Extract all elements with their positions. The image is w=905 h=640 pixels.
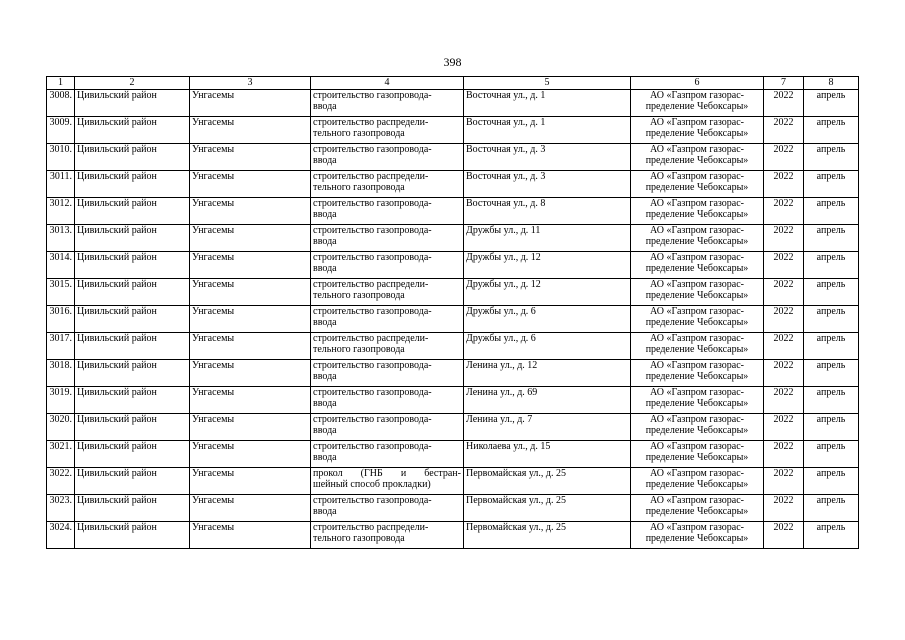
year-cell: 2022 — [764, 333, 804, 360]
organization-line-1: АО «Газпром газорас- — [650, 441, 744, 452]
district-cell: Цивильский район — [75, 90, 190, 117]
year-cell: 2022 — [764, 144, 804, 171]
organization-line-2: пределение Чебоксары» — [645, 101, 749, 112]
table-row — [47, 90, 859, 117]
organization-cell — [631, 414, 764, 441]
organization-line-1: АО «Газпром газорас- — [650, 171, 744, 182]
work-type-line-2: шейный способ прокладки) — [313, 479, 431, 490]
organization-cell — [631, 468, 764, 495]
table-row — [47, 117, 859, 144]
work-type-line-1: строительство распредели- — [313, 333, 429, 344]
work-type-line-1: строительство газопровода- — [313, 414, 432, 425]
address-cell: Восточная ул., д. 8 — [464, 198, 631, 225]
work-type-cell — [311, 144, 464, 171]
table-row — [47, 414, 859, 441]
column-header: 6 — [631, 77, 764, 90]
row-number-cell: 3018. — [47, 360, 75, 387]
month-cell: апрель — [804, 252, 859, 279]
district-cell: Цивильский район — [75, 306, 190, 333]
work-type-line-1: строительство газопровода- — [313, 495, 432, 506]
month-cell: апрель — [804, 387, 859, 414]
work-type-line-2: ввода — [313, 506, 337, 517]
organization-line-2: пределение Чебоксары» — [645, 209, 749, 220]
word: бестран- — [424, 468, 461, 479]
work-type-line-2: ввода — [313, 209, 337, 220]
organization-line-1: АО «Газпром газорас- — [650, 198, 744, 209]
work-type-cell — [311, 414, 464, 441]
address-cell: Первомайская ул., д. 25 — [464, 495, 631, 522]
work-type-cell — [311, 468, 464, 495]
month-cell: апрель — [804, 117, 859, 144]
settlement-cell: Унгасемы — [190, 387, 311, 414]
work-type-line-2: ввода — [313, 371, 337, 382]
page-number: 398 — [443, 55, 462, 69]
organization-line-2: пределение Чебоксары» — [645, 371, 749, 382]
table-row — [47, 225, 859, 252]
organization-cell — [631, 387, 764, 414]
organization-line-2: пределение Чебоксары» — [645, 452, 749, 463]
district-cell: Цивильский район — [75, 360, 190, 387]
row-number-cell: 3019. — [47, 387, 75, 414]
address-cell: Дружбы ул., д. 12 — [464, 252, 631, 279]
word: (ГНБ — [360, 468, 383, 479]
word: прокол — [313, 468, 343, 479]
column-number-row — [47, 77, 859, 90]
work-type-cell — [311, 333, 464, 360]
work-type-line-2: ввода — [313, 263, 337, 274]
work-type-line-1: строительство газопровода- — [313, 225, 432, 236]
word: и — [400, 468, 407, 479]
row-number-cell: 3022. — [47, 468, 75, 495]
row-number-cell: 3014. — [47, 252, 75, 279]
column-header: 5 — [464, 77, 631, 90]
year-cell: 2022 — [764, 171, 804, 198]
organization-line-2: пределение Чебоксары» — [645, 236, 749, 247]
organization-line-2: пределение Чебоксары» — [645, 155, 749, 166]
work-type-line-1: строительство газопровода- — [313, 387, 432, 398]
work-type-line-1: строительство распредели- — [313, 117, 429, 128]
year-cell: 2022 — [764, 414, 804, 441]
month-cell: апрель — [804, 144, 859, 171]
district-cell: Цивильский район — [75, 279, 190, 306]
address-cell: Ленина ул., д. 12 — [464, 360, 631, 387]
month-cell: апрель — [804, 414, 859, 441]
table-row — [47, 441, 859, 468]
district-cell: Цивильский район — [75, 468, 190, 495]
organization-line-2: пределение Чебоксары» — [645, 128, 749, 139]
work-type-cell — [311, 279, 464, 306]
district-cell: Цивильский район — [75, 414, 190, 441]
work-type-line-1: строительство газопровода- — [313, 144, 432, 155]
organization-cell — [631, 252, 764, 279]
settlement-cell: Унгасемы — [190, 198, 311, 225]
row-number-cell: 3011. — [47, 171, 75, 198]
district-cell: Цивильский район — [75, 252, 190, 279]
work-type-cell — [311, 360, 464, 387]
column-header: 3 — [190, 77, 311, 90]
settlement-cell: Унгасемы — [190, 252, 311, 279]
month-cell: апрель — [804, 468, 859, 495]
year-cell: 2022 — [764, 306, 804, 333]
year-cell: 2022 — [764, 522, 804, 549]
row-number-cell: 3012. — [47, 198, 75, 225]
column-header: 2 — [75, 77, 190, 90]
district-cell: Цивильский район — [75, 171, 190, 198]
month-cell: апрель — [804, 198, 859, 225]
work-type-cell — [311, 495, 464, 522]
organization-cell — [631, 306, 764, 333]
work-type-line-1: строительство распредели- — [313, 522, 429, 533]
work-type-cell — [311, 225, 464, 252]
year-cell: 2022 — [764, 441, 804, 468]
address-cell: Дружбы ул., д. 6 — [464, 333, 631, 360]
organization-cell — [631, 171, 764, 198]
row-number-cell: 3013. — [47, 225, 75, 252]
organization-line-1: АО «Газпром газорас- — [650, 279, 744, 290]
address-cell: Ленина ул., д. 7 — [464, 414, 631, 441]
district-cell: Цивильский район — [75, 117, 190, 144]
year-cell: 2022 — [764, 252, 804, 279]
work-type-line-2: тельного газопровода — [313, 344, 405, 355]
table-row — [47, 522, 859, 549]
work-type-line-2: ввода — [313, 317, 337, 328]
organization-line-2: пределение Чебоксары» — [645, 317, 749, 328]
year-cell: 2022 — [764, 90, 804, 117]
work-type-cell — [311, 252, 464, 279]
table-row — [47, 252, 859, 279]
organization-line-1: АО «Газпром газорас- — [650, 360, 744, 371]
table-body — [47, 90, 859, 549]
address-cell: Восточная ул., д. 3 — [464, 144, 631, 171]
table-row — [47, 495, 859, 522]
address-cell: Дружбы ул., д. 6 — [464, 306, 631, 333]
work-type-line-1: строительство распредели- — [313, 279, 429, 290]
year-cell: 2022 — [764, 468, 804, 495]
row-number-cell: 3021. — [47, 441, 75, 468]
work-type-line-2: ввода — [313, 452, 337, 463]
organization-line-2: пределение Чебоксары» — [645, 479, 749, 490]
organization-line-1: АО «Газпром газорас- — [650, 333, 744, 344]
settlement-cell: Унгасемы — [190, 171, 311, 198]
district-cell: Цивильский район — [75, 441, 190, 468]
row-number-cell: 3016. — [47, 306, 75, 333]
row-number-cell: 3024. — [47, 522, 75, 549]
work-type-cell — [311, 522, 464, 549]
work-type-line-2: ввода — [313, 236, 337, 247]
address-cell: Восточная ул., д. 1 — [464, 117, 631, 144]
year-cell: 2022 — [764, 387, 804, 414]
organization-cell — [631, 144, 764, 171]
month-cell: апрель — [804, 225, 859, 252]
organization-cell — [631, 117, 764, 144]
address-cell: Первомайская ул., д. 25 — [464, 468, 631, 495]
settlement-cell: Унгасемы — [190, 522, 311, 549]
month-cell: апрель — [804, 279, 859, 306]
row-number-cell: 3023. — [47, 495, 75, 522]
gasification-table — [46, 76, 859, 549]
table-row — [47, 144, 859, 171]
organization-line-1: АО «Газпром газорас- — [650, 117, 744, 128]
work-type-line-2: ввода — [313, 398, 337, 409]
work-type-line-2: ввода — [313, 425, 337, 436]
organization-line-2: пределение Чебоксары» — [645, 182, 749, 193]
district-cell: Цивильский район — [75, 495, 190, 522]
organization-cell — [631, 90, 764, 117]
row-number-cell: 3010. — [47, 144, 75, 171]
month-cell: апрель — [804, 495, 859, 522]
organization-line-1: АО «Газпром газорас- — [650, 306, 744, 317]
row-number-cell: 3015. — [47, 279, 75, 306]
month-cell: апрель — [804, 333, 859, 360]
district-cell: Цивильский район — [75, 522, 190, 549]
year-cell: 2022 — [764, 117, 804, 144]
work-type-line-1: строительство распредели- — [313, 171, 429, 182]
settlement-cell: Унгасемы — [190, 117, 311, 144]
work-type-cell — [311, 117, 464, 144]
work-type-cell — [311, 198, 464, 225]
settlement-cell: Унгасемы — [190, 90, 311, 117]
organization-cell — [631, 495, 764, 522]
organization-line-2: пределение Чебоксары» — [645, 344, 749, 355]
work-type-line-1: строительство газопровода- — [313, 360, 432, 371]
column-header: 1 — [47, 77, 75, 90]
work-type-cell — [311, 387, 464, 414]
organization-line-1: АО «Газпром газорас- — [650, 468, 744, 479]
district-cell: Цивильский район — [75, 333, 190, 360]
address-cell: Первомайская ул., д. 25 — [464, 522, 631, 549]
month-cell: апрель — [804, 90, 859, 117]
district-cell: Цивильский район — [75, 387, 190, 414]
organization-line-1: АО «Газпром газорас- — [650, 387, 744, 398]
month-cell: апрель — [804, 306, 859, 333]
table-row — [47, 306, 859, 333]
month-cell: апрель — [804, 441, 859, 468]
table-row — [47, 360, 859, 387]
organization-line-1: АО «Газпром газорас- — [650, 414, 744, 425]
organization-line-2: пределение Чебоксары» — [645, 398, 749, 409]
organization-cell — [631, 279, 764, 306]
work-type-cell — [311, 441, 464, 468]
organization-cell — [631, 522, 764, 549]
work-type-line-1: строительство газопровода- — [313, 441, 432, 452]
month-cell: апрель — [804, 171, 859, 198]
address-cell: Дружбы ул., д. 11 — [464, 225, 631, 252]
work-type-line-1 — [313, 468, 461, 479]
table-row — [47, 198, 859, 225]
organization-line-2: пределение Чебоксары» — [645, 425, 749, 436]
year-cell: 2022 — [764, 225, 804, 252]
row-number-cell: 3008. — [47, 90, 75, 117]
work-type-line-1: строительство газопровода- — [313, 252, 432, 263]
organization-cell — [631, 441, 764, 468]
address-cell: Восточная ул., д. 3 — [464, 171, 631, 198]
district-cell: Цивильский район — [75, 198, 190, 225]
organization-line-2: пределение Чебоксары» — [645, 263, 749, 274]
address-cell: Николаева ул., д. 15 — [464, 441, 631, 468]
settlement-cell: Унгасемы — [190, 360, 311, 387]
table-row — [47, 279, 859, 306]
work-type-line-2: тельного газопровода — [313, 290, 405, 301]
work-type-line-1: строительство газопровода- — [313, 90, 432, 101]
work-type-cell — [311, 306, 464, 333]
organization-cell — [631, 360, 764, 387]
organization-line-1: АО «Газпром газорас- — [650, 252, 744, 263]
settlement-cell: Унгасемы — [190, 306, 311, 333]
work-type-line-2: тельного газопровода — [313, 182, 405, 193]
settlement-cell: Унгасемы — [190, 441, 311, 468]
row-number-cell: 3020. — [47, 414, 75, 441]
table-row — [47, 333, 859, 360]
settlement-cell: Унгасемы — [190, 144, 311, 171]
district-cell: Цивильский район — [75, 225, 190, 252]
row-number-cell: 3017. — [47, 333, 75, 360]
column-header: 7 — [764, 77, 804, 90]
organization-line-2: пределение Чебоксары» — [645, 533, 749, 544]
address-cell: Дружбы ул., д. 12 — [464, 279, 631, 306]
settlement-cell: Унгасемы — [190, 225, 311, 252]
work-type-line-2: тельного газопровода — [313, 128, 405, 139]
district-cell: Цивильский район — [75, 144, 190, 171]
address-cell: Восточная ул., д. 1 — [464, 90, 631, 117]
work-type-line-1: строительство газопровода- — [313, 306, 432, 317]
month-cell: апрель — [804, 360, 859, 387]
row-number-cell: 3009. — [47, 117, 75, 144]
column-header: 8 — [804, 77, 859, 90]
settlement-cell: Унгасемы — [190, 333, 311, 360]
settlement-cell: Унгасемы — [190, 279, 311, 306]
work-type-line-2: ввода — [313, 155, 337, 166]
work-type-line-2: тельного газопровода — [313, 533, 405, 544]
table-row — [47, 387, 859, 414]
organization-cell — [631, 198, 764, 225]
organization-line-1: АО «Газпром газорас- — [650, 495, 744, 506]
year-cell: 2022 — [764, 495, 804, 522]
organization-line-1: АО «Газпром газорас- — [650, 144, 744, 155]
settlement-cell: Унгасемы — [190, 414, 311, 441]
work-type-line-1: строительство газопровода- — [313, 198, 432, 209]
year-cell: 2022 — [764, 279, 804, 306]
year-cell: 2022 — [764, 360, 804, 387]
month-cell: апрель — [804, 522, 859, 549]
column-header: 4 — [311, 77, 464, 90]
settlement-cell: Унгасемы — [190, 495, 311, 522]
organization-line-1: АО «Газпром газорас- — [650, 225, 744, 236]
work-type-line-2: ввода — [313, 101, 337, 112]
table-row — [47, 468, 859, 495]
organization-line-1: АО «Газпром газорас- — [650, 522, 744, 533]
organization-line-2: пределение Чебоксары» — [645, 290, 749, 301]
settlement-cell: Унгасемы — [190, 468, 311, 495]
organization-line-1: АО «Газпром газорас- — [650, 90, 744, 101]
organization-cell — [631, 333, 764, 360]
year-cell: 2022 — [764, 198, 804, 225]
work-type-cell — [311, 90, 464, 117]
organization-cell — [631, 225, 764, 252]
address-cell: Ленина ул., д. 69 — [464, 387, 631, 414]
work-type-cell — [311, 171, 464, 198]
table-row — [47, 171, 859, 198]
organization-line-2: пределение Чебоксары» — [645, 506, 749, 517]
